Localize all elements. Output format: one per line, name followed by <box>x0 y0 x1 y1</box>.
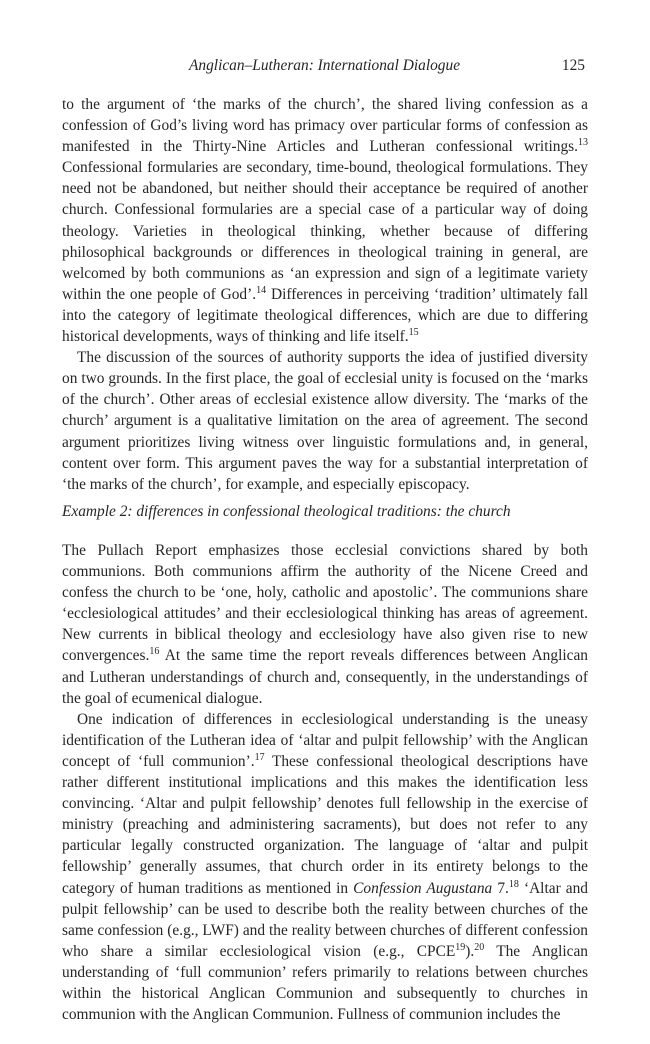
paragraph-4 <box>62 709 588 1025</box>
footnote-ref-15: 15 <box>408 327 419 339</box>
paragraph-text: At the same time the report reveals differences between Anglican and Lutheran understandings of church and, consequently, in the understandings of the goal of ecumenical dialogue. <box>62 647 588 707</box>
paragraph-text: One indication of differences in ecclesiological understanding is the uneasy identification of the Lutheran idea of ‘altar and pulpit fellowship’ with the Anglican concept of ‘full communion’. <box>62 710 588 770</box>
paragraph-2: The discussion of the sources of authority supports the idea of justified diversity on two grounds. In the first place, the goal of ecclesial unity is focused on the ‘marks of the church’. Other areas of ecclesial existence allow diversity. The ‘marks of the church’ argument is a qualitative limitation on the area of agreement. The second argument prioritizes living witness over linguistic formulations and, in general, content over form. This argument paves the way for a substantial interpretation of ‘the marks of the church’, for example, and especially episcopacy. <box>62 349 588 493</box>
footnote-ref-18: 18 <box>508 878 519 890</box>
section-2-text <box>62 540 588 1025</box>
footnote-ref-19: 19 <box>455 941 466 953</box>
paragraph-text: The Anglican understanding of ‘full communion’ refers primarily to relations between churches within the historical Anglican Communion and subsequently to churches in communion with the Anglican Communion. Fullness of communion includes the <box>62 942 588 1024</box>
paragraph-text: Confessional formularies are secondary, time-bound, theological formulations. They need not be abandoned, but neither should their acceptance be required of another church. Confessional formularies are a special case of a particular way of doing theology. Varieties in theological thinking, whether because of differing philosophical backgrounds or differences in theological training in general, are welcomed by both communions as ‘an expression and sign of a legitimate variety within the one people of God’. <box>62 159 588 303</box>
paragraph-text: 7. <box>492 879 509 897</box>
footnote-ref-13: 13 <box>578 137 588 149</box>
running-head <box>62 57 588 77</box>
paragraph-text: ). <box>465 942 475 960</box>
work-title: Confession Augustana <box>353 879 493 897</box>
paragraph-text: ‘Altar and pulpit fellowship’ can be used to describe both the reality between churches of the same confession (e.g., LWF) and the reality between churches of different confession who share a similar ecclesiological vision (e.g., CPCE <box>62 879 588 960</box>
footnote-ref-17: 17 <box>254 751 265 763</box>
paragraph-1 <box>62 94 588 347</box>
paragraph-text: The Pullach Report emphasizes those ecclesial convictions shared by both communions. Both communions affirm the authority of the Nicene Creed and confess the church to be ‘one, holy, catholic and apostolic’. The communions share ‘ecclesiological attitudes’ and their ecclesiological thinking has areas of agreement. New currents in biblical theology and ecclesiology have also given rise to new convergences. <box>62 542 588 665</box>
page-number: 125 <box>561 57 585 74</box>
paragraph-3 <box>62 540 588 709</box>
paragraph-text: to the argument of ‘the marks of the church’, the shared living confession as a confession of God’s living word has primacy over particular forms of confession as manifested in the Thirty-Nine Articles and Lutheran confessional writings. <box>62 96 588 156</box>
paragraph-text: These confessional theological descriptions have rather different institutional implications and this makes the identification less convincing. ‘Altar and pulpit fellowship’ denotes full fellowship in the exercise of ministry (preaching and administering sacraments), but does not refer to any particular legally constructed organization. The language of ‘altar and pulpit fellowship’ generally assumes, that church order in its entirety belongs to the category of human traditions as mentioned in <box>62 752 588 897</box>
section-heading: Example 2: differences in confessional theological traditions: the church <box>62 503 511 520</box>
footnote-ref-20: 20 <box>474 941 485 953</box>
paragraph-text: Differences in perceiving ‘tradition’ ultimately fall into the category of legitimate theological differences, which are due to differing historical developments, ways of thinking and life itself. <box>62 285 588 346</box>
footnote-ref-16: 16 <box>149 646 160 658</box>
footnote-ref-14: 14 <box>256 284 267 296</box>
running-head-title: Anglican–Lutheran: International Dialogue <box>189 57 461 74</box>
section-1-text <box>62 94 588 495</box>
